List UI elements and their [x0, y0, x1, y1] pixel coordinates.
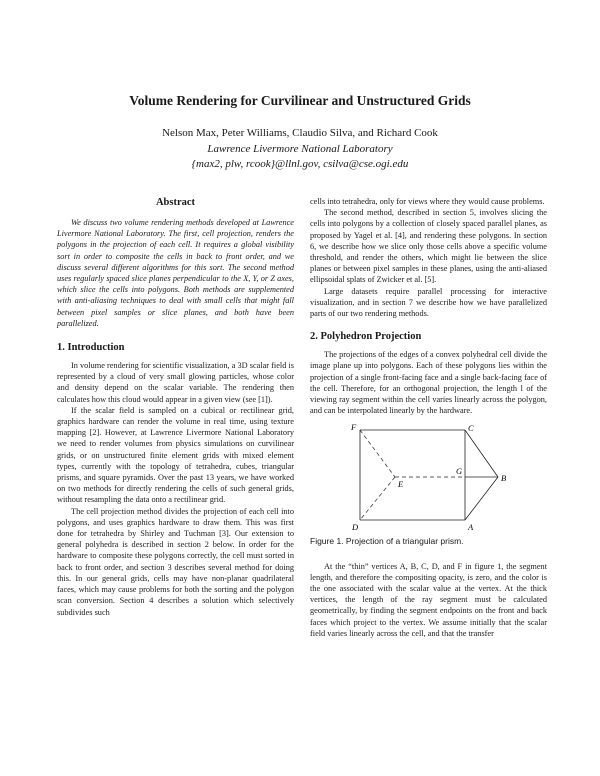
- vertex-label-c: C: [468, 423, 474, 434]
- section-2-paragraph-2: At the “thin” vertices A, B, C, D, and F in figure 1, the segment length, and therefore the compositing opacity, is zero, and the color is the one associated with the scalar value at the vertex. At the thick vertices, the length of the ray segment must be calculated geometrically, by finding the segment endpoints on the front and back faces which project to the vertex. We assume initially that the scalar field varies linearly across the cell, and that the transfer: [310, 561, 547, 638]
- section-2-heading: 2. Polyhedron Projection: [310, 331, 422, 343]
- vertex-label-e: E: [398, 479, 404, 490]
- intro-paragraph-3: The cell projection method divides the projection of each cell into polygons, and uses graphics hardware to draw them. This was first done for tetrahedra by Shirley and Tuchman [3]. Our extension to general polyhedra is described in section 2 below. In order for the hardware to composite these polygons correctly, the cell must sorted in back to front order, and section 3 describes several method for doing this. In our general grids, cells may have non-planar quadrilateral faces, which may cause problems for both the sorting and the polygon scan conversion. Section 4 describes a solution which selectively subdivides such: [57, 506, 294, 617]
- prism-projection-diagram: [310, 422, 547, 532]
- section-2-paragraph-1: The projections of the edges of a convex polyhedral cell divide the image plane up into polygons. Each of these polygons lies within the projection of a single front-facing face and a single back-facing face of the cell. Therefore, for an orthogonal projection, the length l of the viewing ray segment within the cell varies linearly across the polygon, and can be interpolated linearly by the hardware.: [310, 350, 547, 416]
- vertex-label-a: A: [468, 522, 474, 533]
- abstract-heading: Abstract: [155, 197, 196, 208]
- figure-1: [310, 422, 547, 532]
- affiliation: Lawrence Livermore National Laboratory: [207, 143, 393, 155]
- intro-paragraph-4: The second method, described in section 5, involves slicing the cells into polygons by a collection of closely spaced parallel planes, as proposed by Yagel et al. [4], and rendering these polygons. In section 6, we describe how we slice only those cells above a specific volume threshold, and render the others, which might lie between the slice planes or between pixel samples in these planes, using the anti-aliased ellipsoidal splats of Zwicker et al. [5].: [310, 208, 547, 285]
- figure-1-caption: Figure 1. Projection of a triangular prism.: [310, 536, 464, 547]
- vertex-label-g: G: [456, 466, 463, 477]
- edge-f-e: [360, 430, 395, 477]
- intro-paragraph-1: In volume rendering for scientific visualization, a 3D scalar field is represented by a cloud of very small glowing particles, whose color and density depend on the scalar variable. The rendering then calculates how this cloud would appear in a given view (see [1]).: [57, 361, 294, 404]
- intro-paragraph-3-continued: cells into tetrahedra, only for views where they would cause problems.: [310, 197, 545, 206]
- edge-c-b: [465, 430, 498, 477]
- left-column: [57, 196, 294, 618]
- edge-b-a: [465, 477, 498, 520]
- vertex-label-b: B: [501, 473, 507, 484]
- intro-paragraph-5: Large datasets require parallel processing for interactive visualization, and in section 7 we describe how we have parallelized parts of our two rendering methods.: [310, 286, 547, 319]
- vertex-label-d: D: [352, 522, 359, 533]
- paper-title: Volume Rendering for Curvilinear and Unstructured Grids: [129, 93, 471, 108]
- author-list: Nelson Max, Peter Williams, Claudio Silva, and Richard Cook: [162, 127, 438, 139]
- author-emails: {max2, plw, rcook}@llnl.gov, csilva@cse.ogi.edu: [191, 158, 409, 170]
- intro-heading: 1. Introduction: [57, 342, 125, 354]
- right-column: [310, 196, 547, 639]
- intro-paragraph-2: If the scalar field is sampled on a cubical or rectilinear grid, graphics hardware can render the volume in real time, using texture mapping [2]. However, at Lawrence Livermore National Laboratory we need to render volumes from physics simulations on curvilinear grids, or on unstructured finite element grids with mixed element types, currently with the topology of tetrahedra, cubes, triangular prisms, and square pyramids. Over the past 13 years, we have worked on two methods for directly rendering the cells of such general grids, without resampling the data onto a rectilinear grid.: [57, 405, 294, 505]
- abstract-text: We discuss two volume rendering methods developed at Lawrence Livermore National Laboratory. The first, cell projection, renders the polygons in the projection of each cell. It requires a global visibility sort in order to composite the cells in back to front order, and we discuss several different algorithms for this sort. The second method uses regularly spaced slice planes perpendicular to the X, Y, or Z axes, which slice the cells into polygons. Both methods are supplemented with anti-aliasing techniques to deal with small cells that might fall between pixel samples or slice planes, and both have been parallelized.: [57, 218, 294, 328]
- vertex-label-f: F: [351, 422, 357, 433]
- edge-e-d: [360, 477, 395, 520]
